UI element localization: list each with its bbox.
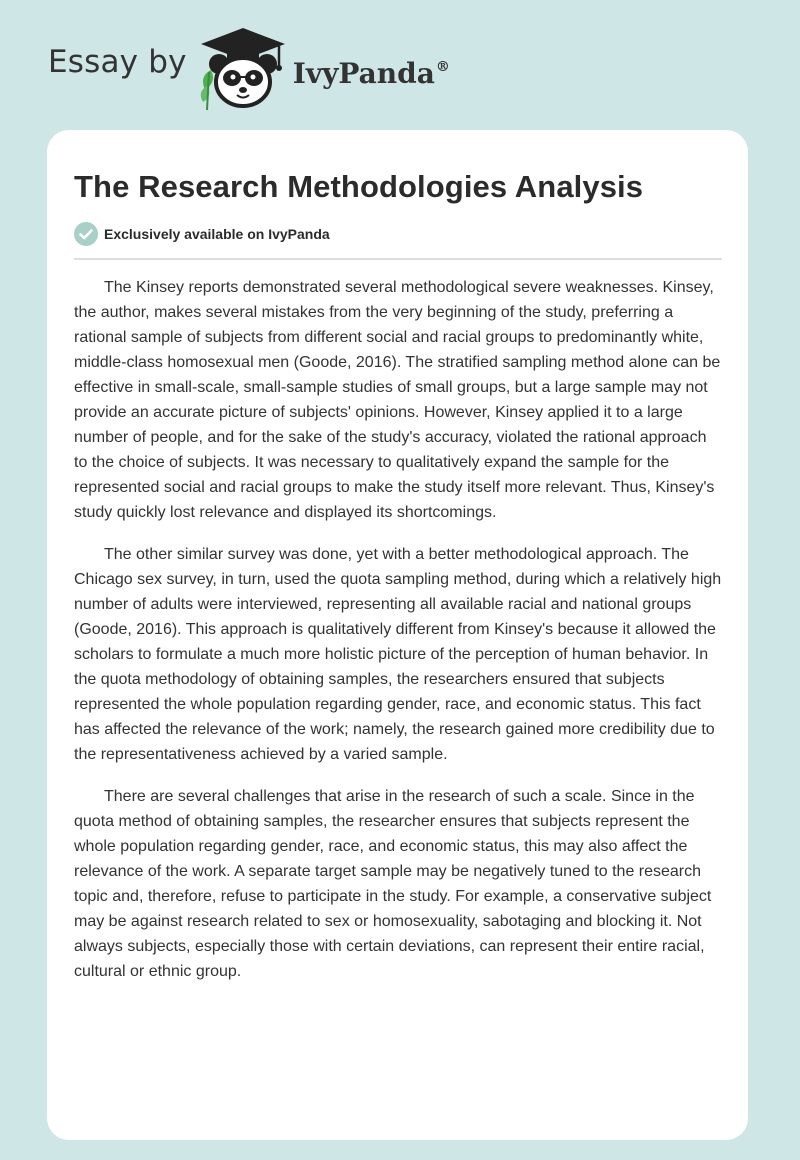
essay-body — [74, 275, 722, 984]
exclusive-badge — [74, 221, 722, 247]
essay-paragraph: The Kinsey reports demonstrated several methodological severe weaknesses. Kinsey, the author, makes several mistakes from the very beginning of the study, preferring a rational sample of subjects from different social and racial groups to predominantly white, middle-class homosexual men (Goode, 2016). The stratified sampling method alone can be effective in small-scale, small-sample studies of small groups, but a large sample may not provide an accurate picture of subjects' opinions. However, Kinsey applied it to a large number of people, and for the sake of the study's accuracy, violated the rational approach to the choice of subjects. It was necessary to qualitatively expand the sample for the represented social and racial groups to make the study itself more relevant. Thus, Kinsey's study quickly lost relevance and displayed its shortcomings. — [74, 279, 721, 521]
essay-paragraph: There are several challenges that arise in the research of such a scale. Since in the quota method of obtaining samples, the researcher ensures that subjects represent the whole population regarding gender, race, and economic status, this may also affect the relevance of the work. A separate target sample may be negatively tuned to the research topic and, therefore, refuse to participate in the study. For example, a conservative subject may be against research related to sex or homosexuality, sabotaging and blocking it. Not always subjects, especially those with certain deviations, can represent their entire racial, cultural or ethnic group. — [74, 788, 712, 980]
panda-graduate-icon[interactable] — [197, 26, 289, 112]
brand-name-text: IvyPanda — [292, 56, 435, 90]
site-header — [48, 26, 450, 112]
title-divider — [74, 258, 722, 260]
check-circle-icon — [74, 222, 98, 246]
essay-card — [47, 130, 748, 1140]
essay-paragraph: The other similar survey was done, yet with a better methodological approach. The Chicago sex survey, in turn, used the quota sampling method, during which a relatively high number of adults were interviewed, representing all available racial and national groups (Goode, 2016). This approach is qualitatively different from Kinsey's because it allowed the scholars to formulate a much more holistic picture of the perception of human behavior. In the quota methodology of obtaining samples, the researchers ensured that subjects represented the whole population regarding gender, race, and economic status. This fact has affected the relevance of the work; namely, the research gained more credibility due to the representativeness achieved by a varied sample. — [74, 546, 722, 763]
registered-mark: ® — [435, 58, 450, 75]
brand-name[interactable] — [293, 57, 450, 90]
essay-title: The Research Methodologies Analysis — [74, 169, 644, 204]
exclusive-badge-label: Exclusively available on IvyPanda — [104, 226, 330, 242]
essay-by-label: Essay by — [48, 44, 187, 80]
